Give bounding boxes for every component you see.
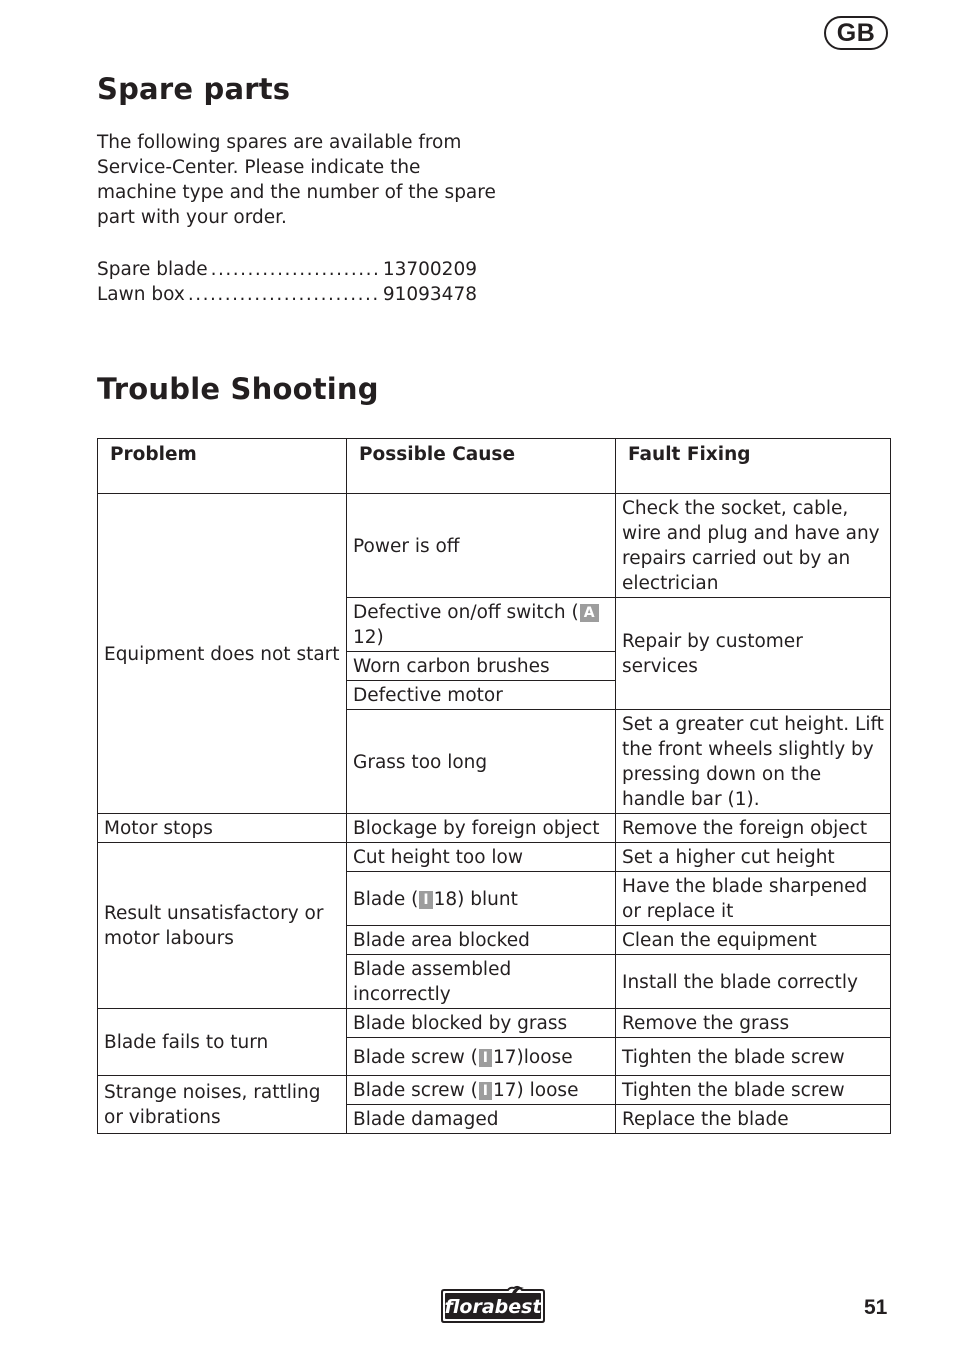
part-number: 91093478 — [382, 284, 477, 305]
fix-cell: Repair by customer services — [616, 598, 891, 710]
table-header-row — [98, 439, 891, 494]
figure-ref-badge: I — [479, 1082, 492, 1100]
cause-cell: Blade blocked by grass — [347, 1009, 616, 1038]
problem-cell: Blade fails to turn — [98, 1009, 347, 1076]
cause-text: 17)loose — [493, 1046, 573, 1068]
list-item — [97, 257, 477, 282]
cause-cell — [347, 1076, 616, 1105]
cause-cell: Blockage by foreign object — [347, 814, 616, 843]
florabest-logo — [438, 1284, 548, 1326]
table-row — [98, 843, 891, 872]
table-row — [98, 1076, 891, 1105]
cause-text: 12) — [353, 627, 384, 648]
fix-cell: Have the blade sharpened or replace it — [616, 872, 891, 926]
dot-leader — [188, 282, 380, 307]
fix-cell: Set a greater cut height. Lift the front wheels slightly by pressing down on the handle bar (1). — [616, 710, 891, 814]
table-row — [98, 1009, 891, 1038]
cause-text: Blade screw ( — [353, 1080, 478, 1101]
figure-ref-badge: A — [580, 604, 599, 622]
cause-text: Blade screw ( — [353, 1046, 478, 1068]
cause-cell: Blade area blocked — [347, 926, 616, 955]
cause-cell: Power is off — [347, 494, 616, 598]
figure-ref-badge: I — [479, 1049, 492, 1067]
spare-parts-intro: The following spares are available from Service-Center. Please indicate the machine type and the number of the spare part with your order. — [97, 132, 496, 228]
svg-text:florabest: florabest — [444, 1296, 542, 1318]
header-problem: Problem — [98, 439, 347, 494]
table-row — [98, 494, 891, 598]
dot-leader — [211, 257, 380, 282]
fix-cell: Remove the foreign object — [616, 814, 891, 843]
problem-cell: Equipment does not start — [98, 494, 347, 814]
fix-cell: Tighten the blade screw — [616, 1038, 891, 1076]
figure-ref-badge: I — [419, 891, 432, 909]
cause-text: Defective on/off switch ( — [353, 602, 579, 623]
part-name: Lawn box — [97, 284, 185, 305]
cause-text: 18) blunt — [433, 888, 518, 910]
cause-text: 17) loose — [493, 1080, 579, 1101]
fix-cell: Tighten the blade screw — [616, 1076, 891, 1105]
cause-cell: Blade assembled incorrectly — [347, 955, 616, 1009]
cause-text: Blade ( — [353, 888, 419, 910]
list-item — [97, 282, 477, 307]
problem-cell: Result unsatisfactory or motor labours — [98, 843, 347, 1009]
problem-cell: Motor stops — [98, 814, 347, 843]
fix-cell: Clean the equipment — [616, 926, 891, 955]
header-fault-fixing: Fault Fixing — [616, 439, 891, 494]
part-name: Spare blade — [97, 259, 208, 280]
page-number: 51 — [864, 1296, 888, 1319]
cause-cell: Blade damaged — [347, 1105, 616, 1134]
fix-cell: Remove the grass — [616, 1009, 891, 1038]
language-badge: GB — [824, 16, 888, 50]
fix-cell: Set a higher cut height — [616, 843, 891, 872]
spare-parts-list — [97, 257, 477, 307]
cause-cell: Worn carbon brushes — [347, 652, 616, 681]
cause-cell — [347, 872, 616, 926]
trouble-shooting-table — [97, 438, 891, 1134]
cause-cell: Cut height too low — [347, 843, 616, 872]
fix-cell: Replace the blade — [616, 1105, 891, 1134]
cause-cell: Grass too long — [347, 710, 616, 814]
header-possible-cause: Possible Cause — [347, 439, 616, 494]
fix-cell: Check the socket, cable, wire and plug and have any repairs carried out by an electrician — [616, 494, 891, 598]
cause-cell: Defective motor — [347, 681, 616, 710]
fix-cell: Install the blade correctly — [616, 955, 891, 1009]
part-number: 13700209 — [382, 259, 477, 280]
cause-cell — [347, 1038, 616, 1076]
spare-parts-title: Spare parts — [97, 72, 291, 106]
problem-cell: Strange noises, rattling or vibrations — [98, 1076, 347, 1134]
table-row — [98, 814, 891, 843]
trouble-shooting-title: Trouble Shooting — [97, 372, 379, 406]
cause-cell — [347, 598, 616, 652]
